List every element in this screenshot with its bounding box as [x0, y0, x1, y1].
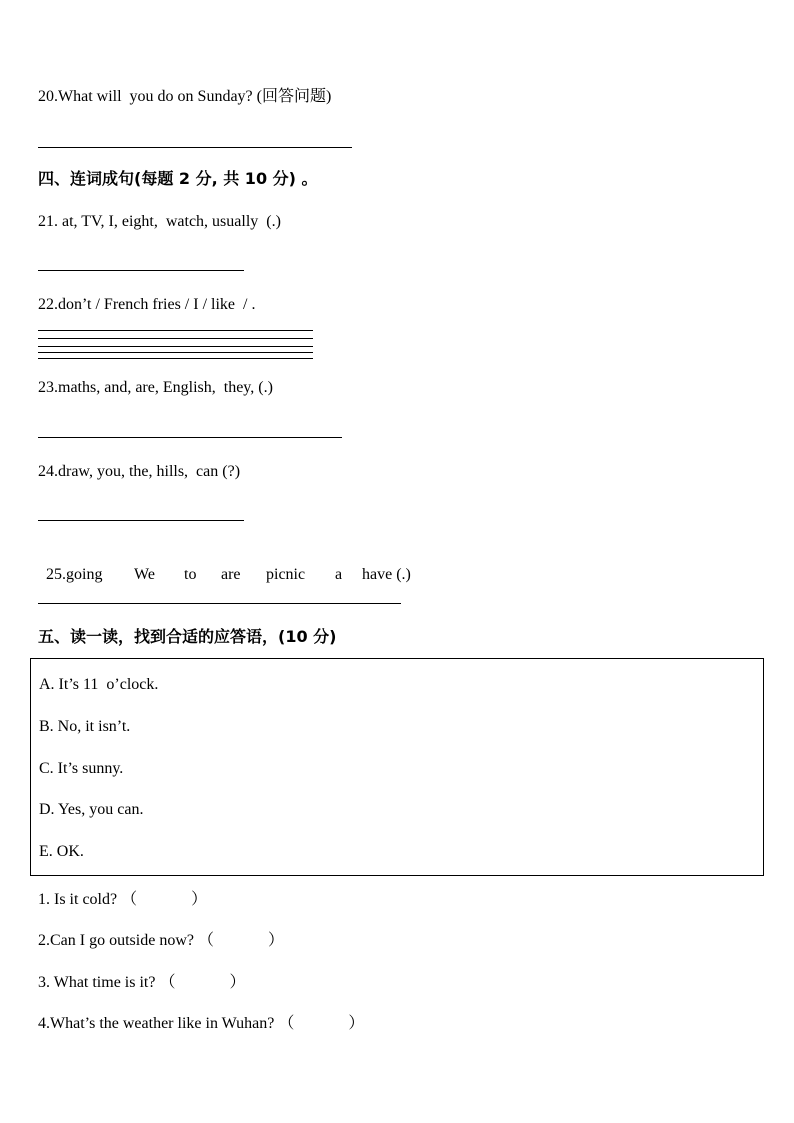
answer-blank-1[interactable]: （: [121, 891, 138, 908]
section-5-title: 五、读一读，找到合适的应答语，(10 分): [38, 627, 337, 646]
answer-line-24[interactable]: [38, 520, 244, 521]
question-21: 21. at, TV, I, eight, watch, usually (.): [38, 213, 281, 230]
match-question-2: [38, 931, 284, 951]
answer-line-22e[interactable]: [38, 358, 313, 359]
match-question-text: 3. What time is it?: [38, 974, 156, 991]
option-d: D. Yes, you can.: [39, 801, 144, 818]
options-box: [30, 658, 764, 876]
answer-line-22a[interactable]: [38, 330, 313, 331]
question-23: 23.maths, and, are, English, they, (.): [38, 379, 273, 396]
word-25-5: a: [335, 566, 343, 583]
answer-line-22b[interactable]: [38, 338, 313, 339]
match-question-text: 4.What’s the weather like in Wuhan?: [38, 1015, 275, 1032]
word-25-4: picnic: [266, 566, 306, 583]
word-25-2: to: [184, 566, 197, 583]
match-question-text: 1. Is it cold?: [38, 891, 118, 908]
answer-blank-3[interactable]: （: [159, 974, 176, 991]
section-4-title: 四、连词成句(每题 2 分, 共 10 分) 。: [38, 169, 318, 188]
question-24: 24.draw, you, the, hills, can (?): [38, 463, 241, 480]
answer-line-23[interactable]: [38, 437, 342, 438]
answer-line-22c[interactable]: [38, 346, 313, 347]
option-a: A. It’s 11 o’clock.: [39, 676, 159, 693]
question-22: 22.don’t / French fries / I / like / .: [38, 296, 256, 313]
close-paren: ）: [191, 891, 208, 908]
option-e: E. OK.: [39, 843, 84, 860]
match-question-3: [38, 973, 245, 993]
close-paren: ）: [348, 1015, 365, 1032]
option-c: C. It’s sunny.: [39, 760, 124, 777]
answer-line-21[interactable]: [38, 270, 244, 271]
close-paren: ）: [229, 974, 246, 991]
match-question-4: [38, 1014, 364, 1034]
word-25-3: are: [221, 566, 241, 583]
answer-line-22d[interactable]: [38, 352, 313, 353]
question-25: [38, 545, 411, 585]
word-25-6: have (.): [362, 566, 411, 583]
match-question-text: 2.Can I go outside now?: [38, 932, 194, 949]
question-20: 20.What will you do on Sunday? (回答问题): [38, 88, 332, 105]
word-25-0: 25.going: [46, 566, 103, 583]
answer-blank-2[interactable]: （: [197, 932, 214, 949]
answer-blank-4[interactable]: （: [278, 1015, 295, 1032]
option-b: B. No, it isn’t.: [39, 718, 131, 735]
close-paren: ）: [267, 932, 284, 949]
match-question-1: [38, 890, 207, 910]
answer-line-20[interactable]: [38, 147, 352, 148]
word-25-1: We: [134, 566, 155, 583]
answer-line-25[interactable]: [38, 603, 401, 604]
